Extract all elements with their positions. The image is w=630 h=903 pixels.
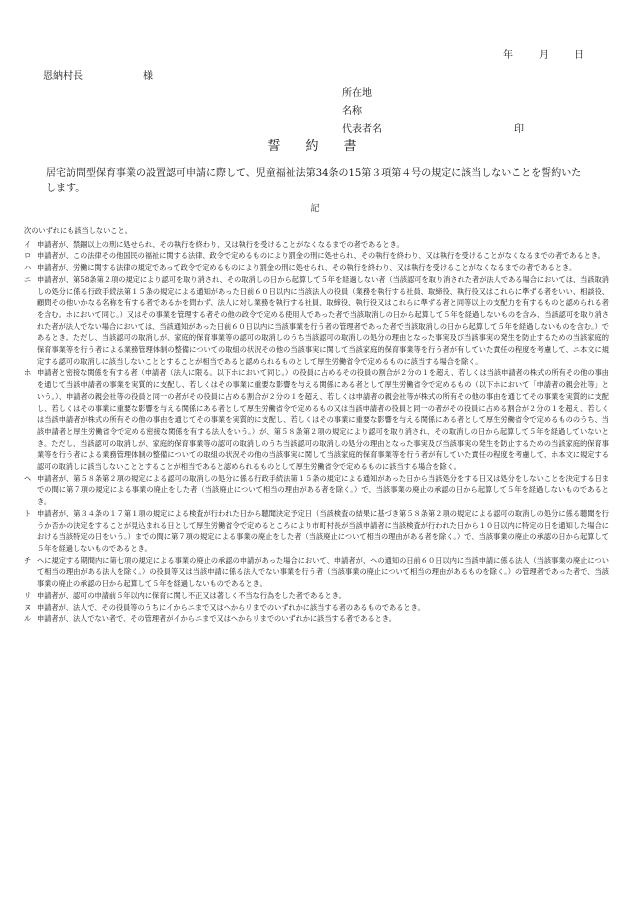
condition-item bbox=[24, 250, 609, 262]
condition-marker: イ bbox=[24, 239, 32, 249]
condition-text: 申請者が、この法律その他国民の福祉に関する法律、政令で定めるものにより罰金の刑に処せられ、その執行を終わり、又は執行を受けることがなくなるまでの者であるとき。 bbox=[37, 251, 605, 261]
representative-label: 代表者名 bbox=[342, 124, 382, 135]
condition-text: 申請者が、禁錮以上の刑に処せられ、その執行を終わり、又は執行を受けることがなくなるまでの者であるとき。 bbox=[37, 239, 404, 249]
condition-marker: ト bbox=[24, 508, 32, 518]
condition-item bbox=[24, 473, 609, 508]
condition-item bbox=[24, 262, 609, 274]
condition-text: 申請者が、法人でない者で、その管理者がイからニまで又はヘからリまでのいずれかに該当する者であるとき。 bbox=[37, 614, 396, 624]
condition-marker: チ bbox=[24, 555, 32, 565]
date-month-label: 月 bbox=[539, 50, 549, 61]
address-label: 所在地 bbox=[342, 88, 372, 99]
document-title: 誓 約 書 bbox=[267, 139, 363, 154]
condition-marker: ニ bbox=[24, 274, 32, 284]
condition-marker: ル bbox=[24, 614, 32, 624]
recipient-honorific: 様 bbox=[143, 71, 153, 82]
recipient-name: 恩納村長 bbox=[43, 71, 83, 82]
conditions-list bbox=[24, 239, 609, 625]
conditions-section bbox=[24, 225, 609, 625]
date-day-label: 日 bbox=[574, 50, 584, 61]
condition-text: 申請者が、法人で、その役員等のうちにイからニまで又はヘからリまでのいずれかに該当する者のあるものであるとき。 bbox=[37, 602, 425, 612]
condition-text: 申請者が、認可の申請前５年以内に保育に関し不正又は著しく不当な行為をした者であるとき。 bbox=[37, 590, 346, 600]
condition-item bbox=[24, 508, 609, 555]
condition-marker: ヘ bbox=[24, 473, 32, 483]
condition-item bbox=[24, 602, 609, 614]
condition-item bbox=[24, 555, 609, 590]
name-label: 名称 bbox=[342, 106, 362, 117]
ki-marker: 記 bbox=[310, 204, 320, 214]
seal-mark: 印 bbox=[514, 124, 524, 135]
condition-text: 申請者が、第５８条第２項の規定による認可の取消しの処分に係る行政手続法第１５条の規定による通知があった日から当該処分をする日又は処分をしないことを決定する日までの間に第７項の規定による事業の廃止をした者（当該廃止について相当の理由がある者を除く。）で、当該事業の廃止の承認の日から起算して５年を経過しないものであるとき。 bbox=[37, 473, 609, 507]
condition-marker: ヌ bbox=[24, 602, 32, 612]
condition-item bbox=[24, 613, 609, 625]
condition-marker: ハ bbox=[24, 263, 32, 273]
condition-marker: ホ bbox=[24, 368, 32, 378]
condition-item bbox=[24, 367, 609, 472]
condition-text: 申請者が、労働に関する法律の規定であって政令で定めるものにより罰金の刑に処せられ、その執行を終わり、又は執行を受けることがなくなるまでの者であるとき。 bbox=[37, 263, 577, 273]
condition-marker: ロ bbox=[24, 251, 32, 261]
condition-text: 申請者と密接な関係を有する者（申請者（法人に限る。以下ホにおいて同じ。）の役員に占めるその役員の割合が２分の１を超え、若しくは当該申請者の株式の所有その他の事由を通じて当該申請者の事業を実質的に支配し、若しくはその事業に重要な影響を与える関係にある者として厚生労働省令で定めるもの（以下ホにおいて「申請者の親会社等」という。）、申請者の親会社等の役員と同一の者がその役員に占める割合が２分の１を超え、若しくは申請者の親会社等が株式の所有その他の事由を通じてその事業を実質的に支配し、若しくはその事業に重要な影響を与える関係にある者として厚生労働省令で定めるもの又は当該申請者の役員と同一の者がその役員に占める割合が２分の１を超え、若しくは当該申請者が株式の所有その他の事由を通じてその事業を実質的に支配し、若しくはその事業に重要な影響を与える関係にある者として厚生労働省令で定めるもののうち、当該申請者と厚生労働省令で定める密接な関係を有する法人をいう。）が、第５８条第２項の規定により認可を取り消され、その取消しの日から起算して５年を経過していないとき。ただし、当該認可の取消しが、家庭的保育事業等の認可の取消しのうち当該認可の取消しの処分の理由となった事実及び当該事実の発生を防止するための当該家庭的保育事業等を行う者による業務管理体制の整備についての取組の状況その他の当該事実に関して当該家庭的保育事業等を行う者が有していた責任の程度を考慮して、ホ本文に規定する認可の取消しに該当しないこととすることが相当であると認められるものとして厚生労働省令で定めるものに該当する場合を除く。 bbox=[37, 368, 609, 472]
condition-item bbox=[24, 590, 609, 602]
conditions-heading: 次のいずれにも該当しないこと。 bbox=[24, 226, 132, 235]
condition-text: ヘに規定する期間内に第七項の規定による事業の廃止の承認の申請があった場合において、申請者が、ヘの通知の日前６０日以内に当該申請に係る法人（当該事業の廃止について相当の理由がある法人を除く。）の役員等又は当該申請に係る法人でない事業を行う者（当該事業の廃止について相当の理由があるものを除く。）の管理者であった者で、当該事業の廃止の承認の日から起算して５年を経過しないものであるとき。 bbox=[37, 555, 609, 589]
condition-item bbox=[24, 274, 609, 368]
condition-marker: リ bbox=[24, 590, 32, 600]
intro-paragraph: 居宅訪問型保育事業の設置認可申請に際して、児童福祉法第34条の15第３項第４号の規定に該当しないことを誓約いたします。 bbox=[46, 168, 582, 194]
condition-item bbox=[24, 239, 609, 251]
date-year-label: 年 bbox=[503, 50, 513, 61]
condition-text: 申請者が、第３４条の１７第１項の規定による検査が行われた日から聴聞決定予定日（当該検査の結果に基づき第５８条第２項の規定による認可の取消しの処分に係る聴聞を行うか否かの決定をすることが見込まれる日として厚生労働省令で定めるところにより市町村長が当該申請者に当該検査が行われた日から１０日以内に特定の日を通知した場合における当該特定の日をいう。）までの間に第７項の規定による事業の廃止をした者（当該廃止について相当の理由がある者を除く。）で、当該事業の廃止の承認の日から起算して５年を経過しないものであるとき。 bbox=[37, 508, 609, 553]
condition-text: 申請者が、第58条第２項の規定により認可を取り消され、その取消しの日から起算して５年を経過しない者（当該認可を取り消された者が法人である場合においては、当該取消しの処分に係る行政手続法第１５条の規定による通知があった日前６０日以内に当該法人の役員（業務を執行する社員、取締役、執行役又はこれらに準ずる者をいい、相談役、顧問その他いかなる名称を有する者であるかを問わず、法人に対し業務を執行する社員、取締役、執行役又はこれらに準ずる者と同等以上の支配力を有するものと認められる者を含む。ホにおいて同じ。）又はその事業を管理する者その他の政令で定める使用人であった者で当該取消しの日から起算して５年を経過しないものを含み、当該認可を取り消された者が法人でない場合においては、当該通知があった日前６０日以内に当該事業を行う者の管理者であった者で当該取消しの日から起算して５年を経過しないものを含む。）であるとき。ただし、当該認可の取消しが、家庭的保育事業等の認可の取消しのうち当該認可の取消しの処分の理由となった事実及び当該事実の発生を防止するための当該家庭的保育事業等を行う者による業務管理体制の整備についての取組の状況その他の当該事実に関して当該家庭的保育事業等を行う者が有していた責任の程度を考慮して、ニ本文に規定する認可の取消しに該当しないこととすることが相当であると認められるものとして厚生労働省令で定めるものに該当する場合を除く。 bbox=[37, 274, 609, 366]
